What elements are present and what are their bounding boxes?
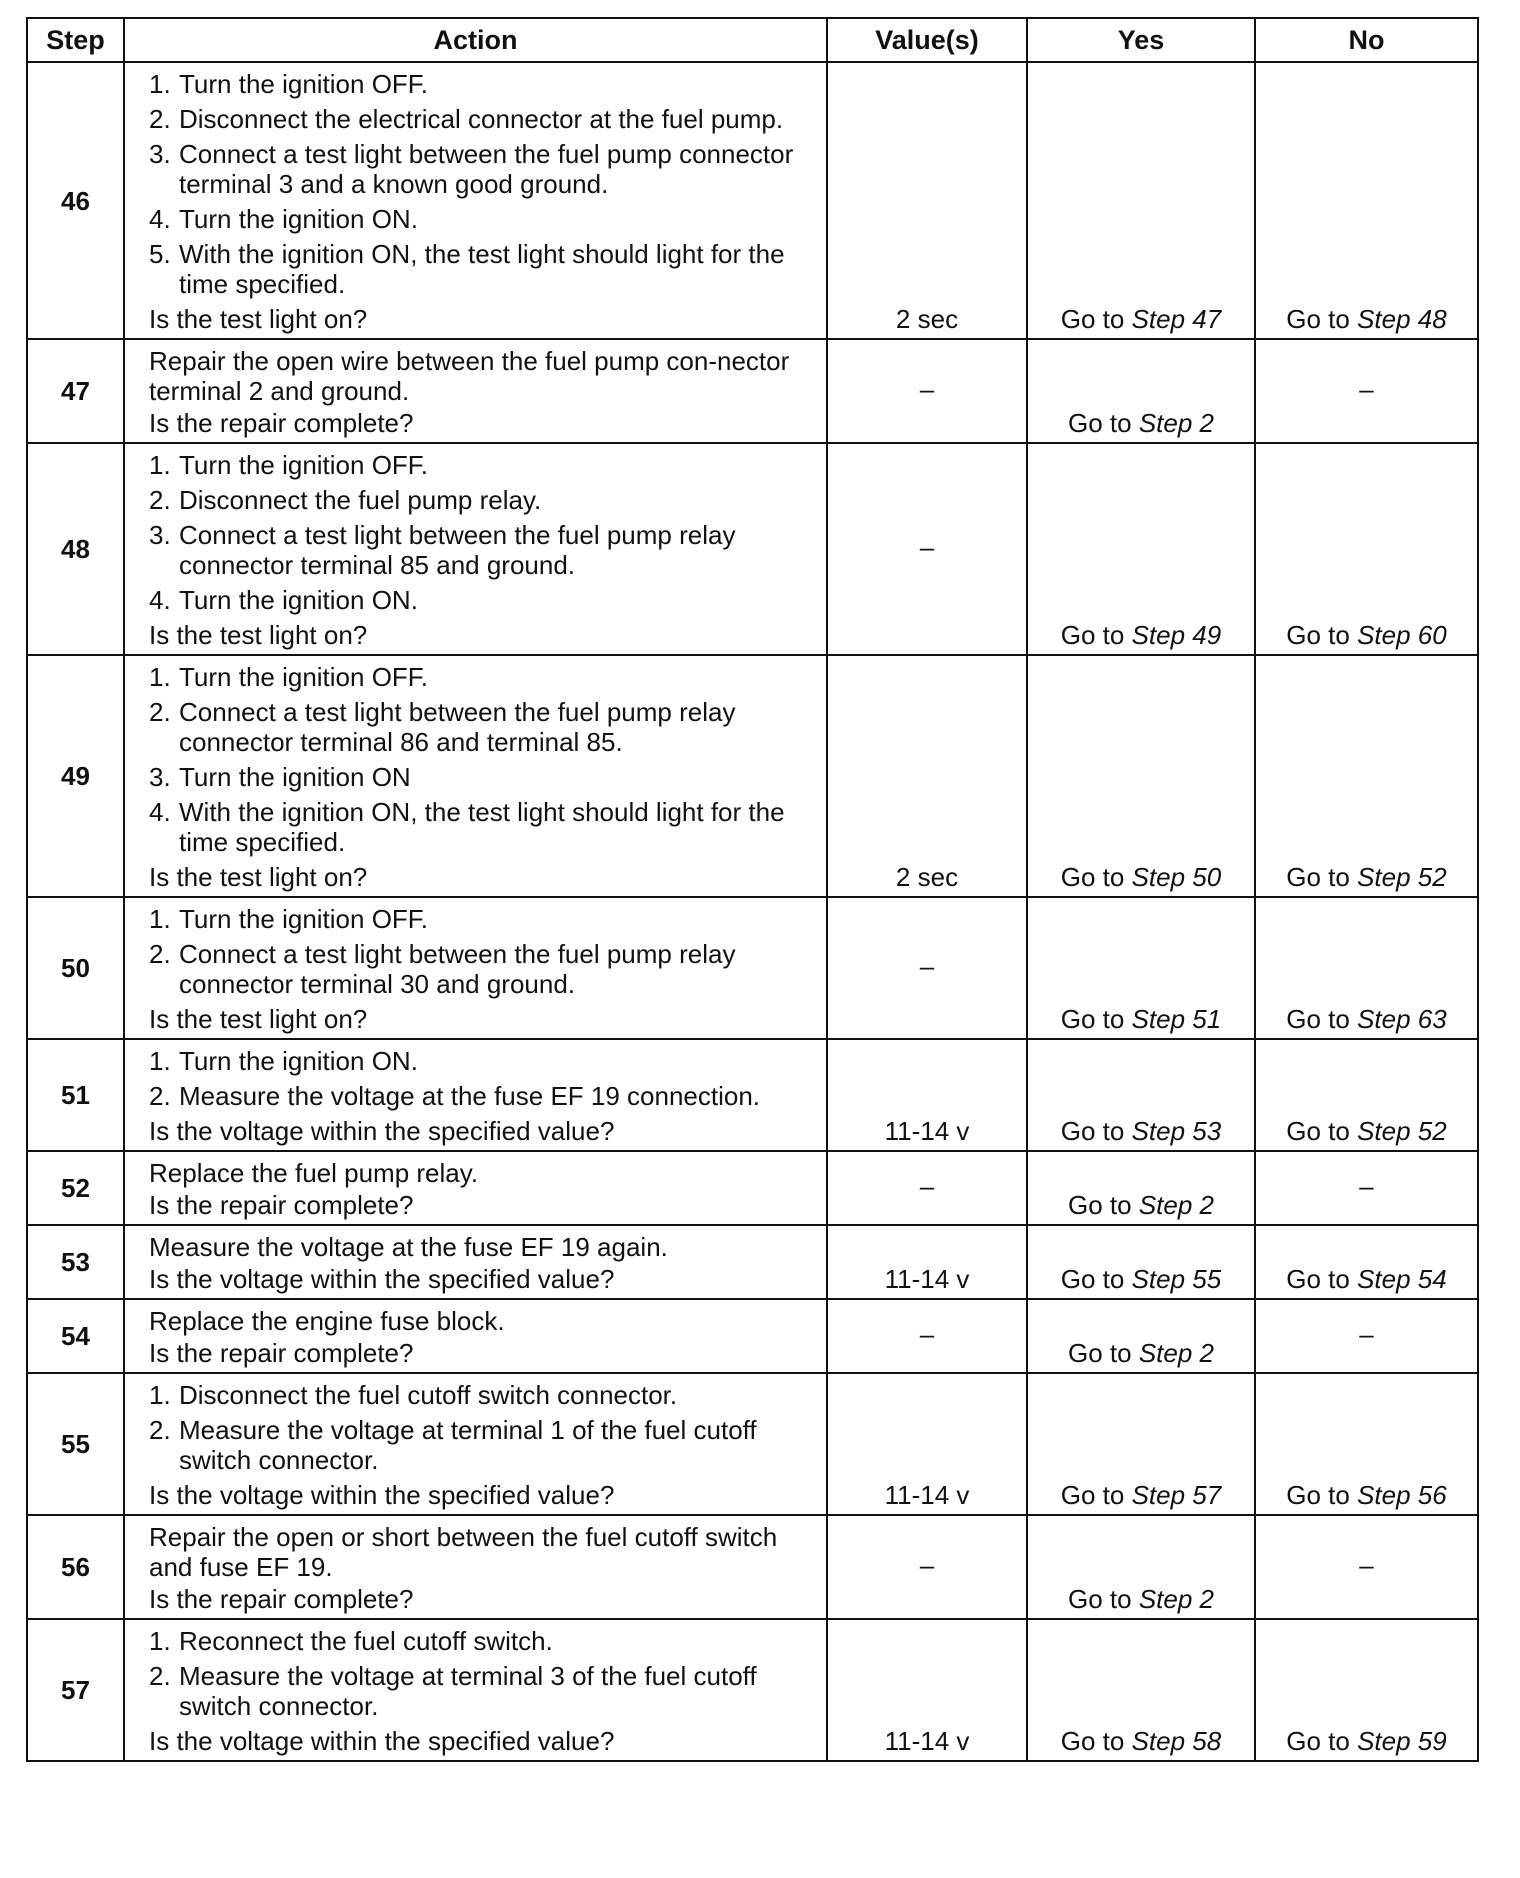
no-cell <box>1255 62 1478 339</box>
action-cell <box>124 1299 827 1373</box>
action-cell <box>124 339 827 443</box>
table-body <box>27 62 1478 1761</box>
action-step-number: 2. <box>149 104 171 134</box>
step-number: 46 <box>27 62 124 339</box>
step-number: 52 <box>27 1151 124 1225</box>
action-step-item <box>149 450 818 480</box>
yes-cell <box>1027 339 1255 443</box>
no-goto-text: Go to <box>1286 1480 1358 1510</box>
header-yes: Yes <box>1027 18 1255 62</box>
value-cell: – <box>827 1151 1027 1225</box>
action-step-number: 3. <box>149 139 171 169</box>
no-step-ref: Step 48 <box>1357 304 1447 334</box>
yes-step-ref: Step 55 <box>1131 1264 1222 1294</box>
action-step-item <box>149 904 818 934</box>
value-cell: 11-14 v <box>827 1039 1027 1151</box>
yes-step-ref: Step 2 <box>1138 1584 1214 1614</box>
no-step-ref: Step 52 <box>1357 1116 1447 1146</box>
step-number: 48 <box>27 443 124 655</box>
action-step-text: With the ignition ON, the test light should light for the time specified. <box>179 797 785 857</box>
yes-step-ref: Step 2 <box>1138 408 1214 438</box>
action-question: Is the test light on? <box>149 1004 368 1034</box>
action-step-text: With the ignition ON, the test light should light for the time specified. <box>179 239 785 299</box>
action-step-number: 3. <box>149 520 171 550</box>
no-cell <box>1255 1039 1478 1151</box>
action-step-item <box>149 797 818 857</box>
yes-cell <box>1027 62 1255 339</box>
action-step-number: 1. <box>149 69 171 99</box>
header-action: Action <box>124 18 827 62</box>
table-row <box>27 1299 1478 1373</box>
action-step-text: Turn the ignition OFF. <box>179 662 429 692</box>
value-cell: 11-14 v <box>827 1373 1027 1515</box>
yes-goto-text: Go to <box>1068 408 1139 438</box>
action-question: Is the voltage within the specified value? <box>149 1264 615 1294</box>
action-step-item <box>149 520 818 580</box>
yes-cell <box>1027 1515 1255 1619</box>
action-cell <box>124 1039 827 1151</box>
action-step-number: 5. <box>149 239 171 269</box>
step-number: 53 <box>27 1225 124 1299</box>
value-cell: – <box>827 897 1027 1039</box>
action-cell <box>124 62 827 339</box>
action-step-number: 4. <box>149 797 171 827</box>
action-step-item <box>149 1046 818 1076</box>
value-cell: 2 sec <box>827 655 1027 897</box>
table-row <box>27 1515 1478 1619</box>
action-step-item <box>149 1626 818 1656</box>
action-cell <box>124 1225 827 1299</box>
no-cell: – <box>1255 1515 1478 1619</box>
no-goto-text: Go to <box>1286 620 1358 650</box>
no-cell <box>1255 1225 1478 1299</box>
yes-step-ref: Step 51 <box>1131 1004 1222 1034</box>
action-step-text: Reconnect the fuel cutoff switch. <box>179 1626 553 1656</box>
no-step-ref: Step 52 <box>1357 862 1447 892</box>
no-cell: – <box>1255 1299 1478 1373</box>
action-step-item <box>149 1081 818 1111</box>
yes-goto-text: Go to <box>1060 304 1132 334</box>
yes-goto-text: Go to <box>1060 1726 1132 1756</box>
action-step-item <box>149 104 818 134</box>
action-question: Is the voltage within the specified value? <box>149 1116 615 1146</box>
yes-step-ref: Step 57 <box>1131 1480 1222 1510</box>
step-number: 56 <box>27 1515 124 1619</box>
action-question: Is the repair complete? <box>149 1584 414 1614</box>
action-cell <box>124 1373 827 1515</box>
action-question: Is the repair complete? <box>149 1338 414 1368</box>
yes-cell <box>1027 1225 1255 1299</box>
action-step-number: 2. <box>149 1661 171 1691</box>
action-step-number: 1. <box>149 1046 171 1076</box>
table-row <box>27 1039 1478 1151</box>
yes-cell <box>1027 1619 1255 1761</box>
action-step-number: 2. <box>149 939 171 969</box>
table-row <box>27 443 1478 655</box>
header-step: Step <box>27 18 124 62</box>
action-step-text: Turn the ignition OFF. <box>179 69 429 99</box>
action-cell <box>124 1515 827 1619</box>
yes-goto-text: Go to <box>1060 1004 1132 1034</box>
yes-goto-text: Go to <box>1068 1190 1139 1220</box>
no-cell <box>1255 655 1478 897</box>
action-text: Replace the engine fuse block. <box>149 1306 505 1336</box>
step-number: 49 <box>27 655 124 897</box>
no-cell <box>1255 1619 1478 1761</box>
header-row <box>27 18 1478 62</box>
no-goto-text: Go to <box>1286 1116 1358 1146</box>
action-step-number: 2. <box>149 485 171 515</box>
action-step-item <box>149 762 818 792</box>
action-step-number: 1. <box>149 662 171 692</box>
yes-cell <box>1027 897 1255 1039</box>
action-step-number: 4. <box>149 204 171 234</box>
action-step-text: Connect a test light between the fuel pump relay connector terminal 86 and terminal 85. <box>179 697 736 757</box>
value-cell: 2 sec <box>827 62 1027 339</box>
yes-goto-text: Go to <box>1060 1480 1132 1510</box>
table-row <box>27 1151 1478 1225</box>
yes-step-ref: Step 49 <box>1131 620 1222 650</box>
action-step-item <box>149 939 818 999</box>
yes-goto-text: Go to <box>1060 1264 1132 1294</box>
action-question: Is the test light on? <box>149 620 368 650</box>
yes-step-ref: Step 50 <box>1131 862 1222 892</box>
action-step-text: Connect a test light between the fuel pump relay connector terminal 30 and ground. <box>179 939 736 999</box>
action-step-text: Disconnect the electrical connector at the fuel pump. <box>179 104 784 134</box>
no-cell <box>1255 1373 1478 1515</box>
action-step-number: 1. <box>149 1626 171 1656</box>
action-step-text: Disconnect the fuel cutoff switch connector. <box>179 1380 678 1410</box>
yes-step-ref: Step 2 <box>1138 1190 1214 1220</box>
value-cell: – <box>827 339 1027 443</box>
yes-step-ref: Step 47 <box>1131 304 1222 334</box>
no-goto-text: Go to <box>1286 862 1358 892</box>
action-step-item <box>149 239 818 299</box>
step-number: 55 <box>27 1373 124 1515</box>
table-row <box>27 1373 1478 1515</box>
table-row <box>27 897 1478 1039</box>
action-question: Is the voltage within the specified value? <box>149 1480 615 1510</box>
step-number: 57 <box>27 1619 124 1761</box>
no-goto-text: Go to <box>1286 1264 1358 1294</box>
yes-cell <box>1027 1151 1255 1225</box>
yes-cell <box>1027 1373 1255 1515</box>
action-step-text: Turn the ignition ON. <box>179 204 418 234</box>
value-cell: – <box>827 443 1027 655</box>
action-step-item <box>149 585 818 615</box>
action-step-item <box>149 1415 818 1475</box>
yes-goto-text: Go to <box>1068 1338 1139 1368</box>
no-step-ref: Step 54 <box>1357 1264 1447 1294</box>
action-step-item <box>149 69 818 99</box>
yes-cell <box>1027 1299 1255 1373</box>
action-text: Repair the open wire between the fuel pump con-nector terminal 2 and ground. <box>149 346 790 406</box>
no-cell <box>1255 897 1478 1039</box>
action-step-number: 4. <box>149 585 171 615</box>
no-cell <box>1255 443 1478 655</box>
action-step-text: Turn the ignition ON. <box>179 585 418 615</box>
action-step-item <box>149 139 818 199</box>
action-step-number: 2. <box>149 1081 171 1111</box>
action-question: Is the test light on? <box>149 304 368 334</box>
yes-goto-text: Go to <box>1060 1116 1132 1146</box>
action-step-item <box>149 204 818 234</box>
value-cell: 11-14 v <box>827 1619 1027 1761</box>
action-step-item <box>149 697 818 757</box>
action-text: Replace the fuel pump relay. <box>149 1158 479 1188</box>
no-goto-text: Go to <box>1286 1004 1358 1034</box>
action-step-text: Measure the voltage at terminal 1 of the fuel cutoff switch connector. <box>179 1415 757 1475</box>
action-step-text: Turn the ignition OFF. <box>179 450 429 480</box>
table-row <box>27 339 1478 443</box>
action-step-text: Turn the ignition ON <box>179 762 411 792</box>
yes-goto-text: Go to <box>1060 862 1132 892</box>
yes-step-ref: Step 53 <box>1131 1116 1222 1146</box>
value-cell: – <box>827 1299 1027 1373</box>
no-step-ref: Step 60 <box>1357 620 1447 650</box>
action-step-text: Turn the ignition OFF. <box>179 904 429 934</box>
step-number: 54 <box>27 1299 124 1373</box>
action-step-text: Disconnect the fuel pump relay. <box>179 485 542 515</box>
action-step-item <box>149 1380 818 1410</box>
no-step-ref: Step 63 <box>1357 1004 1447 1034</box>
action-step-item <box>149 485 818 515</box>
no-cell: – <box>1255 1151 1478 1225</box>
action-step-text: Connect a test light between the fuel pump relay connector terminal 85 and ground. <box>179 520 736 580</box>
action-question: Is the repair complete? <box>149 1190 414 1220</box>
action-text: Repair the open or short between the fuel cutoff switch and fuse EF 19. <box>149 1522 778 1582</box>
table-row <box>27 655 1478 897</box>
no-step-ref: Step 59 <box>1357 1726 1447 1756</box>
action-step-number: 1. <box>149 450 171 480</box>
action-cell <box>124 897 827 1039</box>
action-step-number: 2. <box>149 697 171 727</box>
value-cell: 11-14 v <box>827 1225 1027 1299</box>
action-cell <box>124 1151 827 1225</box>
yes-goto-text: Go to <box>1060 620 1132 650</box>
action-cell <box>124 443 827 655</box>
yes-cell <box>1027 655 1255 897</box>
yes-cell <box>1027 1039 1255 1151</box>
action-step-item <box>149 662 818 692</box>
action-step-text: Measure the voltage at terminal 3 of the fuel cutoff switch connector. <box>179 1661 757 1721</box>
action-step-text: Measure the voltage at the fuse EF 19 connection. <box>179 1081 761 1111</box>
action-text: Measure the voltage at the fuse EF 19 again. <box>149 1232 668 1262</box>
yes-step-ref: Step 58 <box>1131 1726 1222 1756</box>
yes-goto-text: Go to <box>1068 1584 1139 1614</box>
action-question: Is the test light on? <box>149 862 368 892</box>
table-row <box>27 1225 1478 1299</box>
action-step-number: 3. <box>149 762 171 792</box>
header-values: Value(s) <box>827 18 1027 62</box>
action-step-number: 1. <box>149 904 171 934</box>
action-question: Is the repair complete? <box>149 408 414 438</box>
diagnostic-table-sheet <box>26 17 1479 1762</box>
no-goto-text: Go to <box>1286 1726 1358 1756</box>
yes-step-ref: Step 2 <box>1138 1338 1214 1368</box>
header-no: No <box>1255 18 1478 62</box>
action-step-number: 2. <box>149 1415 171 1445</box>
yes-cell <box>1027 443 1255 655</box>
table-row <box>27 62 1478 339</box>
action-step-text: Turn the ignition ON. <box>179 1046 418 1076</box>
action-cell <box>124 1619 827 1761</box>
no-cell: – <box>1255 339 1478 443</box>
step-number: 50 <box>27 897 124 1039</box>
action-step-item <box>149 1661 818 1721</box>
no-step-ref: Step 56 <box>1357 1480 1447 1510</box>
action-cell <box>124 655 827 897</box>
action-step-text: Connect a test light between the fuel pump connector terminal 3 and a known good ground. <box>179 139 794 199</box>
table-row <box>27 1619 1478 1761</box>
no-goto-text: Go to <box>1286 304 1358 334</box>
step-number: 51 <box>27 1039 124 1151</box>
step-number: 47 <box>27 339 124 443</box>
value-cell: – <box>827 1515 1027 1619</box>
diagnostic-table <box>26 17 1479 1762</box>
action-step-number: 1. <box>149 1380 171 1410</box>
action-question: Is the voltage within the specified value? <box>149 1726 615 1756</box>
